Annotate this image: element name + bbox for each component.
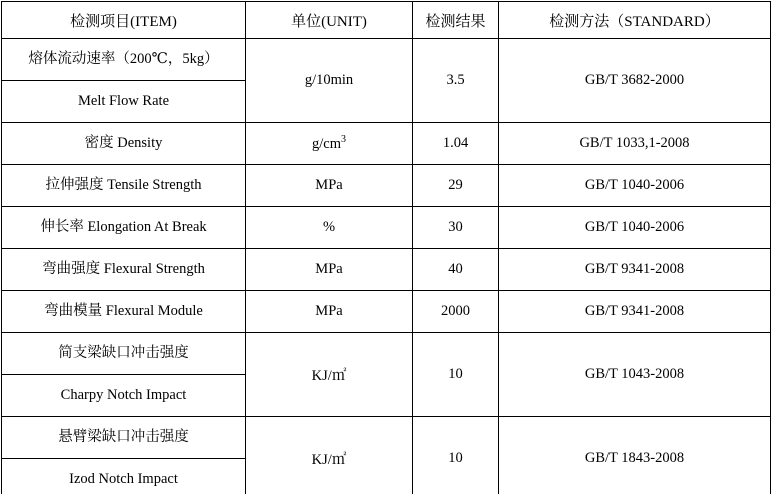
table-row <box>2 123 771 165</box>
cell-unit: KJ/㎡ <box>246 333 413 417</box>
table-row <box>2 39 771 81</box>
header-item-label: 检测项目(ITEM) <box>70 13 177 30</box>
cell-unit: g/10min <box>246 39 413 123</box>
cell-result: 29 <box>413 165 499 207</box>
cell-result: 3.5 <box>413 39 499 123</box>
cell-item-en: Charpy Notch Impact <box>2 375 246 417</box>
table-row <box>2 417 771 459</box>
header-cell-standard <box>499 2 771 39</box>
cell-item-cn: 悬臂梁缺口冲击强度 <box>2 417 246 459</box>
cell-result: 2000 <box>413 291 499 333</box>
header-result-label: 检测结果 <box>425 13 486 30</box>
cell-item-en: Melt Flow Rate <box>2 81 246 123</box>
cell-unit: MPa <box>246 249 413 291</box>
cell-item-cn: 熔体流动速率（200℃，5kg） <box>2 39 246 81</box>
cell-standard: GB/T 3682-2000 <box>499 39 771 123</box>
unit-superscript: 3 <box>341 134 346 146</box>
cell-standard: GB/T 1843-2008 <box>499 417 771 494</box>
cell-item: 伸长率 Elongation At Break <box>2 207 246 249</box>
cell-unit: MPa <box>246 165 413 207</box>
cell-item: 拉伸强度 Tensile Strength <box>2 165 246 207</box>
cell-result: 10 <box>413 333 499 417</box>
cell-result: 1.04 <box>413 123 499 165</box>
header-cell-result <box>413 2 499 39</box>
table-header-row <box>2 2 771 39</box>
cell-standard: GB/T 1043-2008 <box>499 333 771 417</box>
header-cell-unit <box>246 2 413 39</box>
cell-standard: GB/T 1040-2006 <box>499 207 771 249</box>
table-row <box>2 291 771 333</box>
table-row <box>2 333 771 375</box>
cell-standard: GB/T 1040-2006 <box>499 165 771 207</box>
cell-result: 40 <box>413 249 499 291</box>
header-cell-item <box>2 2 246 39</box>
cell-item-cn: 简支梁缺口冲击强度 <box>2 333 246 375</box>
cell-unit: % <box>246 207 413 249</box>
cell-standard: GB/T 9341-2008 <box>499 249 771 291</box>
cell-item: 弯曲模量 Flexural Module <box>2 291 246 333</box>
table-row <box>2 249 771 291</box>
cell-result: 10 <box>413 417 499 494</box>
cell-unit: KJ/㎡ <box>246 417 413 494</box>
table-row <box>2 207 771 249</box>
cell-unit <box>246 123 413 165</box>
header-standard-label: 检测方法（STANDARD） <box>549 13 720 30</box>
table-row <box>2 165 771 207</box>
unit-text: g/cm <box>312 135 341 152</box>
specification-table <box>1 1 771 494</box>
cell-item-en: Izod Notch Impact <box>2 459 246 494</box>
cell-unit: MPa <box>246 291 413 333</box>
header-unit-label: 单位(UNIT) <box>291 13 367 30</box>
cell-standard: GB/T 1033,1-2008 <box>499 123 771 165</box>
cell-standard: GB/T 9341-2008 <box>499 291 771 333</box>
cell-item: 弯曲强度 Flexural Strength <box>2 249 246 291</box>
cell-item: 密度 Density <box>2 123 246 165</box>
cell-result: 30 <box>413 207 499 249</box>
